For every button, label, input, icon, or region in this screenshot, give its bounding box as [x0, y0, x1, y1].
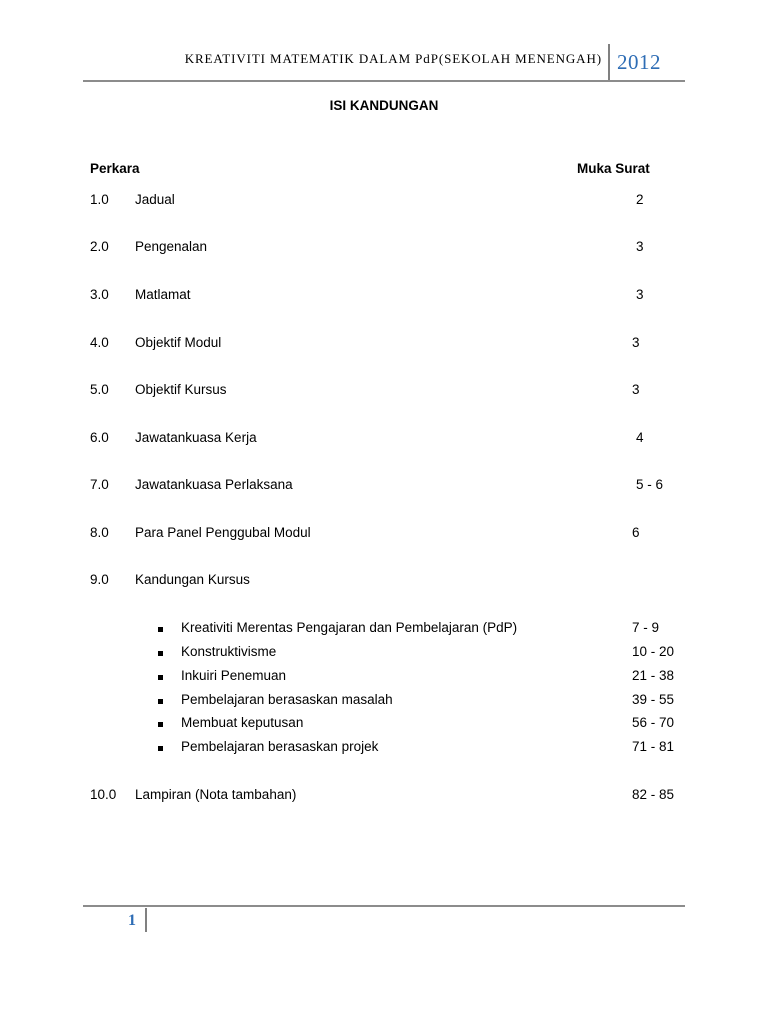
header-year: 2012 — [617, 50, 661, 74]
bullet-icon — [158, 675, 163, 680]
toc-page: 4 — [636, 430, 644, 445]
toc-label: Para Panel Penggubal Modul — [135, 525, 311, 540]
toc-label: Lampiran (Nota tambahan) — [135, 787, 297, 802]
toc-number: 2.0 — [90, 239, 109, 254]
toc-label: Kandungan Kursus — [135, 572, 250, 587]
subitem-page: 71 - 81 — [632, 739, 675, 754]
toc-row — [0, 239, 768, 259]
toc-row — [0, 572, 768, 592]
toc-row — [0, 382, 768, 402]
bullet-icon — [158, 722, 163, 727]
subitem-label: Kreativiti Merentas Pengajaran dan Pembelajaran (PdP) — [181, 620, 518, 635]
subitem-label: Membuat keputusan — [181, 715, 304, 730]
toc-subitem — [0, 739, 768, 759]
header-title: KREATIVITI MATEMATIK DALAM PdP(SEKOLAH MENENGAH) — [184, 51, 602, 66]
bullet-icon — [158, 651, 163, 656]
toc-label: Matlamat — [135, 287, 191, 302]
toc-row — [0, 335, 768, 355]
toc-number: 9.0 — [90, 572, 109, 587]
toc-label: Pengenalan — [135, 239, 208, 254]
toc-page: 2 — [636, 192, 644, 207]
toc-page: 3 — [636, 239, 644, 254]
subitem-label: Pembelajaran berasaskan masalah — [181, 692, 393, 707]
toc-number: 8.0 — [90, 525, 109, 540]
toc-subitem — [0, 715, 768, 735]
subitem-label: Pembelajaran berasaskan projek — [181, 739, 379, 754]
toc-row — [0, 430, 768, 450]
column-heading-perkara: Perkara — [90, 161, 140, 176]
toc-page: 3 — [636, 287, 644, 302]
bullet-icon — [158, 746, 163, 751]
toc-page: 5 - 6 — [636, 477, 664, 492]
toc-page: 6 — [632, 525, 640, 540]
toc-number: 1.0 — [90, 192, 109, 207]
toc-number: 5.0 — [90, 382, 109, 397]
bullet-icon — [158, 627, 163, 632]
subitem-page: 10 - 20 — [632, 644, 675, 659]
toc-page: 82 - 85 — [632, 787, 675, 802]
toc-subitem — [0, 620, 768, 640]
toc-page: 3 — [632, 382, 640, 397]
subitem-page: 7 - 9 — [632, 620, 660, 635]
footer-rule — [83, 905, 685, 907]
toc-label: Objektif Modul — [135, 335, 222, 350]
page-number: 1 — [128, 912, 136, 929]
header-separator — [608, 44, 610, 80]
toc-row — [0, 287, 768, 307]
footer-separator — [145, 908, 147, 932]
toc-subitem — [0, 692, 768, 712]
subitem-page: 39 - 55 — [632, 692, 675, 707]
subitem-page: 56 - 70 — [632, 715, 675, 730]
subitem-label: Inkuiri Penemuan — [181, 668, 287, 683]
toc-row — [0, 787, 768, 807]
bullet-icon — [158, 699, 163, 704]
toc-page: 3 — [632, 335, 640, 350]
toc-label: Jawatankuasa Kerja — [135, 430, 257, 445]
toc-label: Jawatankuasa Perlaksana — [135, 477, 293, 492]
page-title: ISI KANDUNGAN — [329, 98, 439, 113]
subitem-label: Konstruktivisme — [181, 644, 277, 659]
toc-subitem — [0, 668, 768, 688]
header-rule — [83, 80, 685, 82]
toc-number: 10.0 — [90, 787, 117, 802]
toc-row — [0, 477, 768, 497]
toc-label: Jadual — [135, 192, 175, 207]
subitem-page: 21 - 38 — [632, 668, 675, 683]
column-heading-muka-surat: Muka Surat — [577, 161, 650, 176]
toc-row — [0, 192, 768, 212]
toc-number: 6.0 — [90, 430, 109, 445]
toc-number: 7.0 — [90, 477, 109, 492]
toc-row — [0, 525, 768, 545]
toc-number: 4.0 — [90, 335, 109, 350]
toc-label: Objektif Kursus — [135, 382, 227, 397]
toc-number: 3.0 — [90, 287, 109, 302]
toc-subitem — [0, 644, 768, 664]
